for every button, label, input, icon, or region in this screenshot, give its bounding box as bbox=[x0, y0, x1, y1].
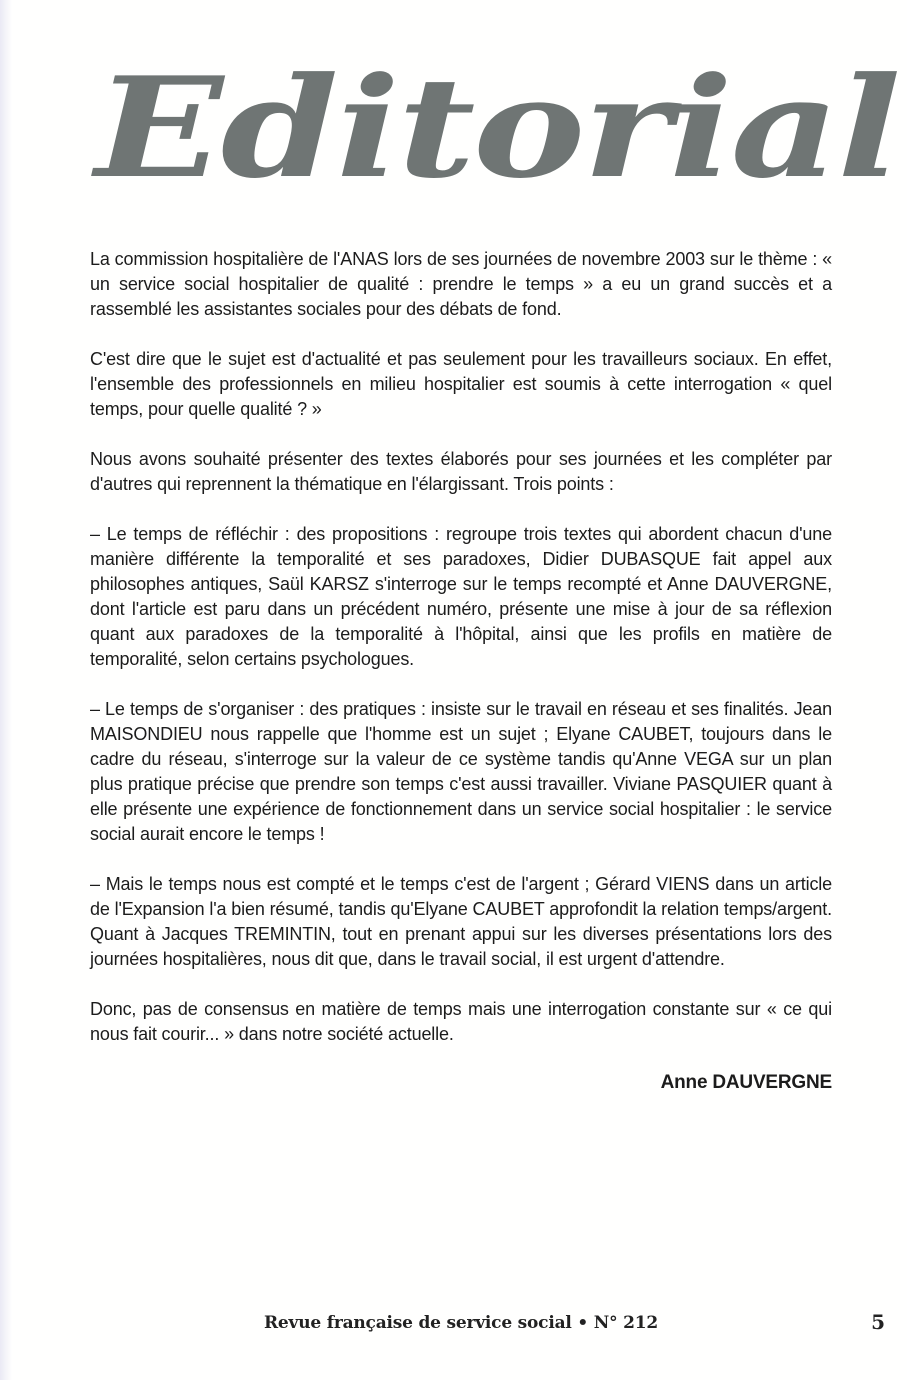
page-title: Editorial bbox=[95, 46, 899, 209]
footer-journal-title: Revue française de service social • N° 212 bbox=[263, 1313, 658, 1333]
paragraph: – Le temps de réfléchir : des propositions : regroupe trois textes qui abordent chacun d'une manière différente la temporalité et ses paradoxes, Didier DUBASQUE fait appel aux philosophes antiques, Saül KARSZ s'interroge sur le temps recompté et Anne DAUVERGNE, dont l'article est paru dans un précédent numéro, présente une mise à jour de sa réflexion quant aux paradoxes de la temporalité à l'hôpital, ainsi que les profils en matière de temporalité, selon certains psychologues. bbox=[90, 524, 832, 669]
editorial-paragraphs bbox=[90, 247, 832, 1047]
editorial-body bbox=[90, 247, 832, 1094]
author-signature: Anne DAUVERGNE bbox=[660, 1072, 832, 1093]
paragraph: La commission hospitalière de l'ANAS lors de ses journées de novembre 2003 sur le thème : « un service social hospitalier de qualité : prendre le temps » a eu un grand succès et a rassemblé les assistantes sociales pour des débats de fond. bbox=[90, 249, 832, 319]
paragraph: – Mais le temps nous est compté et le temps c'est de l'argent ; Gérard VIENS dans un article de l'Expansion l'a bien résumé, tandis qu'Elyane CAUBET approfondit la relation temps/argent. Quant à Jacques TREMINTIN, tout en prenant appui sur les diverses présentations lors des journées hospitalières, nous dit que, dans le travail social, il est urgent d'attendre. bbox=[90, 874, 832, 969]
paragraph: Nous avons souhaité présenter des textes élaborés pour ses journées et les compléter par d'autres qui reprennent la thématique en l'élargissant. Trois points : bbox=[90, 449, 832, 494]
paragraph: – Le temps de s'organiser : des pratiques : insiste sur le travail en réseau et ses finalités. Jean MAISONDIEU nous rappelle que l'homme est un sujet ; Elyane CAUBET, toujours dans le cadre du réseau, s'interroge sur la valeur de ce système tandis qu'Anne VEGA sur un plan plus pratique précise que prendre son temps c'est aussi travailler. Viviane PASQUIER quant à elle présente une expérience de fonctionnement dans un service social hospitalier : le service social aurait encore le temps ! bbox=[90, 699, 832, 844]
scan-edge-artifact bbox=[0, 0, 12, 1380]
paragraph: Donc, pas de consensus en matière de temps mais une interrogation constante sur « ce qui nous fait courir... » dans notre société actuelle. bbox=[90, 999, 832, 1044]
footer-page-number: 5 bbox=[871, 1310, 885, 1334]
paragraph: C'est dire que le sujet est d'actualité et pas seulement pour les travailleurs sociaux. En effet, l'ensemble des professionnels en milieu hospitalier est soumis à cette interrogation « quel temps, pour quelle qualité ? » bbox=[90, 349, 832, 419]
